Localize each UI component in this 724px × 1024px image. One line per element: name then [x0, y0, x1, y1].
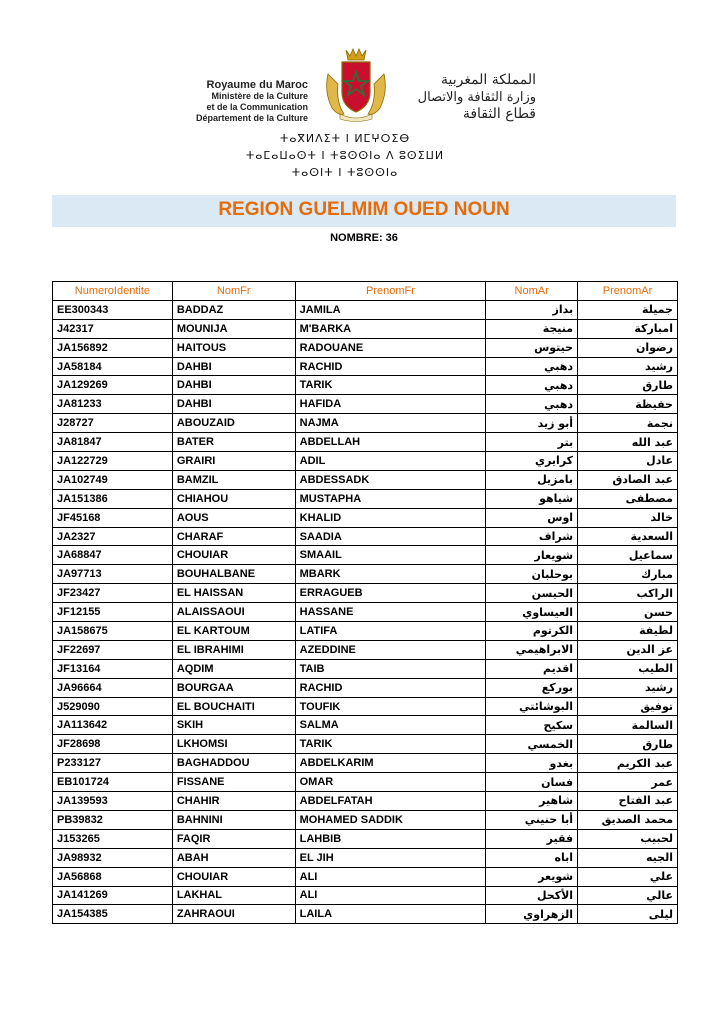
cell-prenom-ar: مبارك: [578, 565, 678, 584]
table-row: [53, 395, 678, 414]
cell-prenom-fr: MUSTAPHA: [295, 489, 486, 508]
cell-id: JA141269: [53, 886, 173, 905]
cell-nom-ar: اقديم: [486, 659, 578, 678]
cell-prenom-ar: الراكب: [578, 584, 678, 603]
cell-prenom-fr: JAMILA: [295, 300, 486, 319]
cell-id: JA56868: [53, 867, 173, 886]
cell-nom-fr: ZAHRAOUI: [172, 905, 295, 924]
table-header-row: [53, 282, 678, 301]
cell-prenom-ar: امباركة: [578, 319, 678, 338]
header-fr-line-2: Ministère de la Culture: [211, 91, 308, 101]
cell-id: JA113642: [53, 716, 173, 735]
table-row: [53, 867, 678, 886]
cell-nom-ar: دهبي: [486, 395, 578, 414]
cell-nom-ar: اوس: [486, 508, 578, 527]
table-row: [53, 584, 678, 603]
cell-prenom-ar: عادل: [578, 452, 678, 471]
column-header-numeroidentite: NumeroIdentite: [53, 282, 173, 301]
cell-nom-ar: بوركع: [486, 678, 578, 697]
cell-prenom-ar: السالمة: [578, 716, 678, 735]
cell-prenom-fr: ABDELKARIM: [295, 754, 486, 773]
header-ar-line-2: وزارة الثقافة والاتصال: [417, 90, 536, 105]
cell-nom-fr: FISSANE: [172, 773, 295, 792]
table-row: [53, 452, 678, 471]
table-row: [53, 376, 678, 395]
cell-id: EB101724: [53, 773, 173, 792]
table-row: [53, 470, 678, 489]
cell-nom-ar: شراف: [486, 527, 578, 546]
cell-id: J529090: [53, 697, 173, 716]
cell-nom-fr: ABOUZAID: [172, 414, 295, 433]
cell-prenom-fr: NAJMA: [295, 414, 486, 433]
table-row: [53, 300, 678, 319]
page-title: REGION GUELMIM OUED NOUN: [218, 199, 510, 220]
header-tifinagh: [230, 130, 460, 181]
table-row: [53, 754, 678, 773]
cell-nom-ar: منيجة: [486, 319, 578, 338]
cell-nom-ar: الخمسي: [486, 735, 578, 754]
cell-prenom-ar: نجمة: [578, 414, 678, 433]
table-row: [53, 810, 678, 829]
cell-nom-fr: BADDAZ: [172, 300, 295, 319]
cell-nom-fr: AOUS: [172, 508, 295, 527]
cell-nom-fr: LAKHAL: [172, 886, 295, 905]
header-ar-line-3: قطاع الثقافة: [462, 106, 536, 122]
cell-prenom-fr: KHALID: [295, 508, 486, 527]
cell-nom-ar: بداز: [486, 300, 578, 319]
cell-id: JA151386: [53, 489, 173, 508]
table-row: [53, 659, 678, 678]
cell-prenom-ar: محمد الصديق: [578, 810, 678, 829]
cell-nom-ar: بوحلبان: [486, 565, 578, 584]
cell-id: JF45168: [53, 508, 173, 527]
cell-nom-fr: EL KARTOUM: [172, 622, 295, 641]
cell-prenom-ar: ليلى: [578, 905, 678, 924]
cell-nom-fr: BOURGAA: [172, 678, 295, 697]
cell-prenom-ar: عز الدين: [578, 640, 678, 659]
cell-nom-ar: شاهير: [486, 792, 578, 811]
cell-nom-fr: BATER: [172, 433, 295, 452]
header-fr-line-4: Département de la Culture: [195, 113, 308, 123]
cell-nom-ar: حيتوس: [486, 338, 578, 357]
table-row: [53, 886, 678, 905]
cell-prenom-ar: طارق: [578, 735, 678, 754]
column-header-prenomar: PrenomAr: [578, 282, 678, 301]
cell-nom-fr: AQDIM: [172, 659, 295, 678]
cell-prenom-fr: ADIL: [295, 452, 486, 471]
cell-nom-fr: LKHOMSI: [172, 735, 295, 754]
cell-prenom-ar: رضوان: [578, 338, 678, 357]
cell-prenom-ar: رشيد: [578, 357, 678, 376]
cell-id: JF12155: [53, 603, 173, 622]
table-row: [53, 622, 678, 641]
cell-prenom-fr: SAADIA: [295, 527, 486, 546]
cell-nom-fr: HAITOUS: [172, 338, 295, 357]
table-row: [53, 678, 678, 697]
cell-prenom-ar: رشيد: [578, 678, 678, 697]
cell-id: JA98932: [53, 848, 173, 867]
cell-id: JA158675: [53, 622, 173, 641]
table-row: [53, 489, 678, 508]
cell-prenom-fr: MOHAMED SADDIK: [295, 810, 486, 829]
cell-prenom-fr: EL JIH: [295, 848, 486, 867]
cell-prenom-ar: عمر: [578, 773, 678, 792]
cell-prenom-ar: توفيق: [578, 697, 678, 716]
table-row: [53, 697, 678, 716]
cell-prenom-fr: TARIK: [295, 735, 486, 754]
cell-prenom-ar: حسن: [578, 603, 678, 622]
coat-of-arms-icon: [316, 44, 396, 124]
cell-id: J153265: [53, 829, 173, 848]
cell-nom-fr: FAQIR: [172, 829, 295, 848]
cell-prenom-ar: سماعيل: [578, 546, 678, 565]
cell-id: JA68847: [53, 546, 173, 565]
table-row: [53, 338, 678, 357]
cell-nom-fr: MOUNIJA: [172, 319, 295, 338]
header-fr-line-1: Royaume du Maroc: [206, 79, 308, 91]
cell-nom-fr: BOUHALBANE: [172, 565, 295, 584]
cell-id: P233127: [53, 754, 173, 773]
cell-nom-fr: BAMZIL: [172, 470, 295, 489]
header-french: [178, 80, 308, 124]
header-arabic: [404, 72, 536, 123]
cell-nom-ar: فسان: [486, 773, 578, 792]
table-row: [53, 508, 678, 527]
title-banner: [52, 195, 676, 227]
table-row: [53, 792, 678, 811]
cell-prenom-fr: HASSANE: [295, 603, 486, 622]
cell-id: JA97713: [53, 565, 173, 584]
cell-prenom-ar: عبد الله: [578, 433, 678, 452]
cell-prenom-fr: ERRAGUEB: [295, 584, 486, 603]
cell-prenom-ar: علي: [578, 867, 678, 886]
cell-nom-fr: CHAHIR: [172, 792, 295, 811]
table-row: [53, 716, 678, 735]
header-fr-line-3: et de la Communication: [206, 102, 308, 112]
cell-prenom-fr: ALI: [295, 867, 486, 886]
cell-id: JA122729: [53, 452, 173, 471]
cell-prenom-fr: LAILA: [295, 905, 486, 924]
cell-nom-ar: أبو زيد: [486, 414, 578, 433]
cell-nom-fr: ABAH: [172, 848, 295, 867]
cell-nom-ar: دهبي: [486, 357, 578, 376]
cell-prenom-ar: عبد الصادق: [578, 470, 678, 489]
cell-nom-fr: EL HAISSAN: [172, 584, 295, 603]
cell-nom-fr: BAGHADDOU: [172, 754, 295, 773]
cell-prenom-ar: طارق: [578, 376, 678, 395]
cell-prenom-ar: جميلة: [578, 300, 678, 319]
cell-nom-ar: كرايري: [486, 452, 578, 471]
cell-prenom-fr: OMAR: [295, 773, 486, 792]
cell-prenom-ar: السعدية: [578, 527, 678, 546]
cell-id: JF13164: [53, 659, 173, 678]
column-header-nomfr: NomFr: [172, 282, 295, 301]
cell-prenom-fr: MBARK: [295, 565, 486, 584]
cell-nom-ar: الزهراوي: [486, 905, 578, 924]
cell-prenom-fr: TOUFIK: [295, 697, 486, 716]
cell-nom-ar: أبا حنيني: [486, 810, 578, 829]
cell-prenom-ar: عبد الفتاح: [578, 792, 678, 811]
cell-id: JA156892: [53, 338, 173, 357]
column-header-nomar: NomAr: [486, 282, 578, 301]
cell-id: PB39832: [53, 810, 173, 829]
table-row: [53, 319, 678, 338]
table-row: [53, 735, 678, 754]
cell-nom-ar: سكيح: [486, 716, 578, 735]
cell-id: J42317: [53, 319, 173, 338]
table-row: [53, 527, 678, 546]
cell-prenom-ar: الطيب: [578, 659, 678, 678]
cell-nom-fr: ALAISSAOUI: [172, 603, 295, 622]
cell-prenom-fr: LATIFA: [295, 622, 486, 641]
cell-id: J28727: [53, 414, 173, 433]
cell-nom-fr: DAHBI: [172, 395, 295, 414]
cell-nom-ar: البوشائتي: [486, 697, 578, 716]
cell-prenom-fr: SMAAIL: [295, 546, 486, 565]
cell-prenom-fr: ABDELLAH: [295, 433, 486, 452]
cell-id: JF28698: [53, 735, 173, 754]
cell-prenom-ar: الجيه: [578, 848, 678, 867]
cell-nom-ar: الحيسن: [486, 584, 578, 603]
cell-prenom-fr: AZEDDINE: [295, 640, 486, 659]
cell-id: JA96664: [53, 678, 173, 697]
cell-nom-fr: DAHBI: [172, 376, 295, 395]
cell-id: JF22697: [53, 640, 173, 659]
table-row: [53, 433, 678, 452]
cell-prenom-fr: ALI: [295, 886, 486, 905]
cell-nom-fr: CHIAHOU: [172, 489, 295, 508]
cell-prenom-ar: مصطفى: [578, 489, 678, 508]
cell-nom-fr: SKIH: [172, 716, 295, 735]
cell-nom-fr: GRAIRI: [172, 452, 295, 471]
cell-nom-ar: بتر: [486, 433, 578, 452]
cell-nom-ar: الابراهيمي: [486, 640, 578, 659]
count-label: NOMBRE: 36: [330, 232, 398, 244]
cell-id: JA81847: [53, 433, 173, 452]
cell-id: JA129269: [53, 376, 173, 395]
cell-nom-fr: BAHNINI: [172, 810, 295, 829]
header-tif-line-2: ⵜⴰⵎⴰⵡⴰⵙⵜ ⵏ ⵜⵓⵙⵙⵏⴰ ⴷ ⵓⵙⵉⵡⵍ: [245, 149, 445, 162]
table-row: [53, 829, 678, 848]
cell-prenom-fr: RADOUANE: [295, 338, 486, 357]
cell-nom-fr: EL IBRAHIMI: [172, 640, 295, 659]
cell-nom-ar: الكرتوم: [486, 622, 578, 641]
cell-nom-fr: DAHBI: [172, 357, 295, 376]
cell-prenom-fr: TARIK: [295, 376, 486, 395]
header-tif-line-3: ⵜⴰⵙⵏⵜ ⵏ ⵜⵓⵙⵙⵏⴰ: [291, 166, 399, 179]
cell-prenom-ar: عالي: [578, 886, 678, 905]
cell-nom-fr: CHOUIAR: [172, 546, 295, 565]
cell-prenom-fr: TAIB: [295, 659, 486, 678]
cell-prenom-fr: RACHID: [295, 678, 486, 697]
cell-id: JF23427: [53, 584, 173, 603]
header-tif-line-1: ⵜⴰⴳⵍⴷⵉⵜ ⵏ ⵍⵎⵖⵔⵉⴱ: [279, 132, 411, 145]
cell-prenom-fr: ABDELFATAH: [295, 792, 486, 811]
header-ar-line-1: المملكة المغربية: [440, 72, 536, 88]
cell-prenom-fr: LAHBIB: [295, 829, 486, 848]
cell-nom-fr: EL BOUCHAITI: [172, 697, 295, 716]
cell-nom-ar: اباه: [486, 848, 578, 867]
cell-prenom-ar: خالد: [578, 508, 678, 527]
cell-nom-fr: CHARAF: [172, 527, 295, 546]
cell-nom-fr: CHOUIAR: [172, 867, 295, 886]
cell-prenom-ar: حفيظة: [578, 395, 678, 414]
cell-id: JA139593: [53, 792, 173, 811]
table-row: [53, 773, 678, 792]
table-row: [53, 414, 678, 433]
cell-prenom-ar: عبد الكريم: [578, 754, 678, 773]
table-row: [53, 357, 678, 376]
cell-nom-ar: العيساوي: [486, 603, 578, 622]
table-row: [53, 905, 678, 924]
cell-nom-ar: الأكحل: [486, 886, 578, 905]
cell-nom-ar: دهبي: [486, 376, 578, 395]
cell-nom-ar: فقير: [486, 829, 578, 848]
table-row: [53, 546, 678, 565]
cell-nom-ar: شويعار: [486, 546, 578, 565]
table-row: [53, 848, 678, 867]
cell-id: JA81233: [53, 395, 173, 414]
cell-nom-ar: بامزيل: [486, 470, 578, 489]
cell-prenom-fr: ABDESSADK: [295, 470, 486, 489]
cell-id: JA102749: [53, 470, 173, 489]
cell-nom-ar: شياهو: [486, 489, 578, 508]
cell-id: JA2327: [53, 527, 173, 546]
cell-prenom-fr: HAFIDA: [295, 395, 486, 414]
cell-prenom-ar: لحبيب: [578, 829, 678, 848]
column-header-prenomfr: PrenomFr: [295, 282, 486, 301]
table-row: [53, 603, 678, 622]
table-row: [53, 640, 678, 659]
cell-id: JA154385: [53, 905, 173, 924]
cell-prenom-fr: M'BARKA: [295, 319, 486, 338]
cell-prenom-ar: لطيفة: [578, 622, 678, 641]
table-row: [53, 565, 678, 584]
cell-prenom-fr: RACHID: [295, 357, 486, 376]
cell-nom-ar: شويعر: [486, 867, 578, 886]
cell-id: JA58184: [53, 357, 173, 376]
cell-id: EE300343: [53, 300, 173, 319]
candidates-table: [52, 281, 678, 924]
cell-prenom-fr: SALMA: [295, 716, 486, 735]
cell-nom-ar: بغدو: [486, 754, 578, 773]
